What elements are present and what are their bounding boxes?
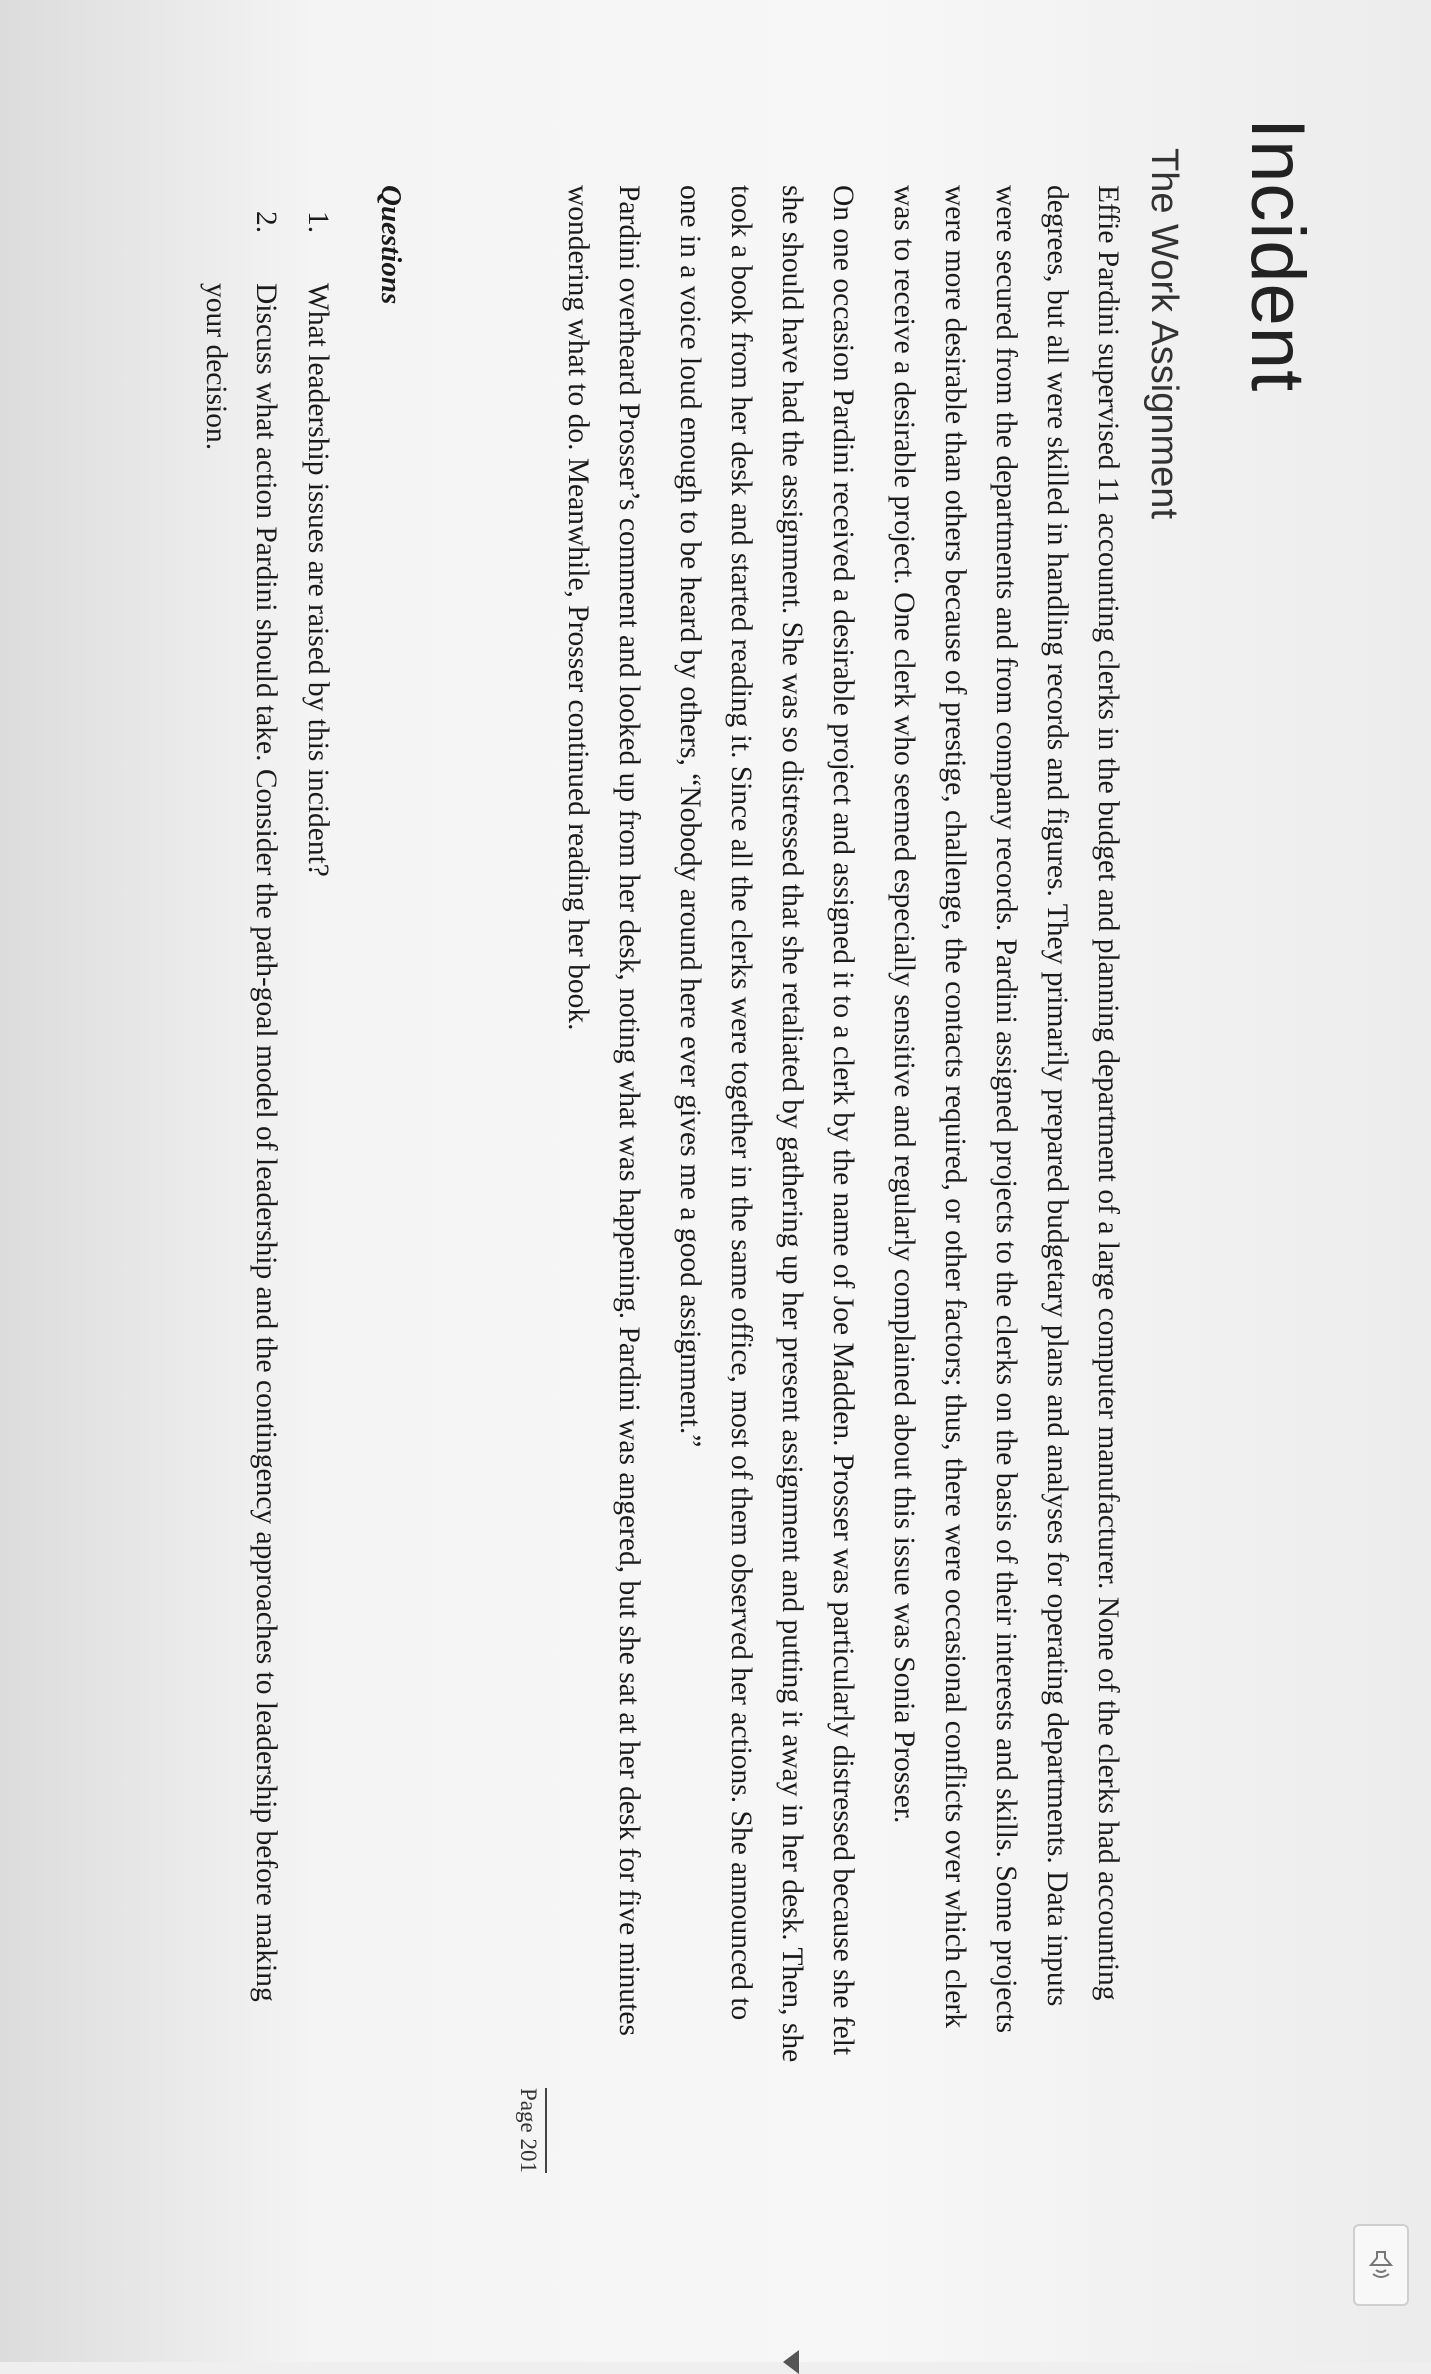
paragraph: Pardini overheard Prosser’s comment and looked up from her desk, noting what was happening. Pardini was angered, but she sat at her desk for five minutes wondering what to do. Meanwhile, Prosser continued reading her book. xyxy=(562,185,645,2036)
incident-body xyxy=(542,185,1133,2065)
speaker-icon xyxy=(1367,2248,1395,2282)
question-item xyxy=(293,185,343,2045)
page-reference: Page 201 xyxy=(515,2088,547,2173)
paragraph: On one occasion Pardini received a desirable project and assigned it to a clerk by the name of Joe Madden. Prosser was particularly distressed because she felt she should have had the assignment. She was so distressed that she retaliated by gathering up her present assignment and putting it away in her desk. Then, she took a book from her desk and started reading it. Since all the clerks were together in the same office, most of them observed her actions. She announced to one in a voice loud enough to be heard by others, “Nobody around here ever gives me a good assignment.” xyxy=(674,185,859,2063)
page-title: Incident xyxy=(1235,118,1320,393)
question-item xyxy=(191,185,291,2045)
question-number: 2. xyxy=(250,211,282,234)
questions-list xyxy=(189,185,343,2045)
question-number: 1. xyxy=(302,211,334,234)
questions-heading: Questions xyxy=(375,185,407,305)
paragraph: Effie Pardini supervised 11 accounting clerks in the budget and planning department of a large computer manufacturer. None of the clerks had accounting degrees, but all were skilled in handling records and figures. They primarily prepared budgetary plans and analyses for operating departments. Data inputs were secured from the departments and from company records. Pardini assigned projects to the clerks on the basis of their interests and skills. Some projects were more desirable than others because of prestige, challenge, the contacts required, or other factors; thus, there were occasional conflicts over which clerk was to receive a desirable project. One clerk who seemed especially sensitive and regularly complained about this issue was Sonia Prosser. xyxy=(888,185,1124,2034)
incident-subtitle: The Work Assignment xyxy=(1143,148,1185,520)
play-arrow-icon xyxy=(783,2350,799,2374)
question-text: What leadership issues are raised by this incident? xyxy=(302,283,334,877)
question-text: Discuss what action Pardini should take. Consider the path-goal model of leadership and the contingency approaches to leadership before making your decision. xyxy=(200,283,282,2002)
audio-button[interactable] xyxy=(1353,2224,1409,2306)
